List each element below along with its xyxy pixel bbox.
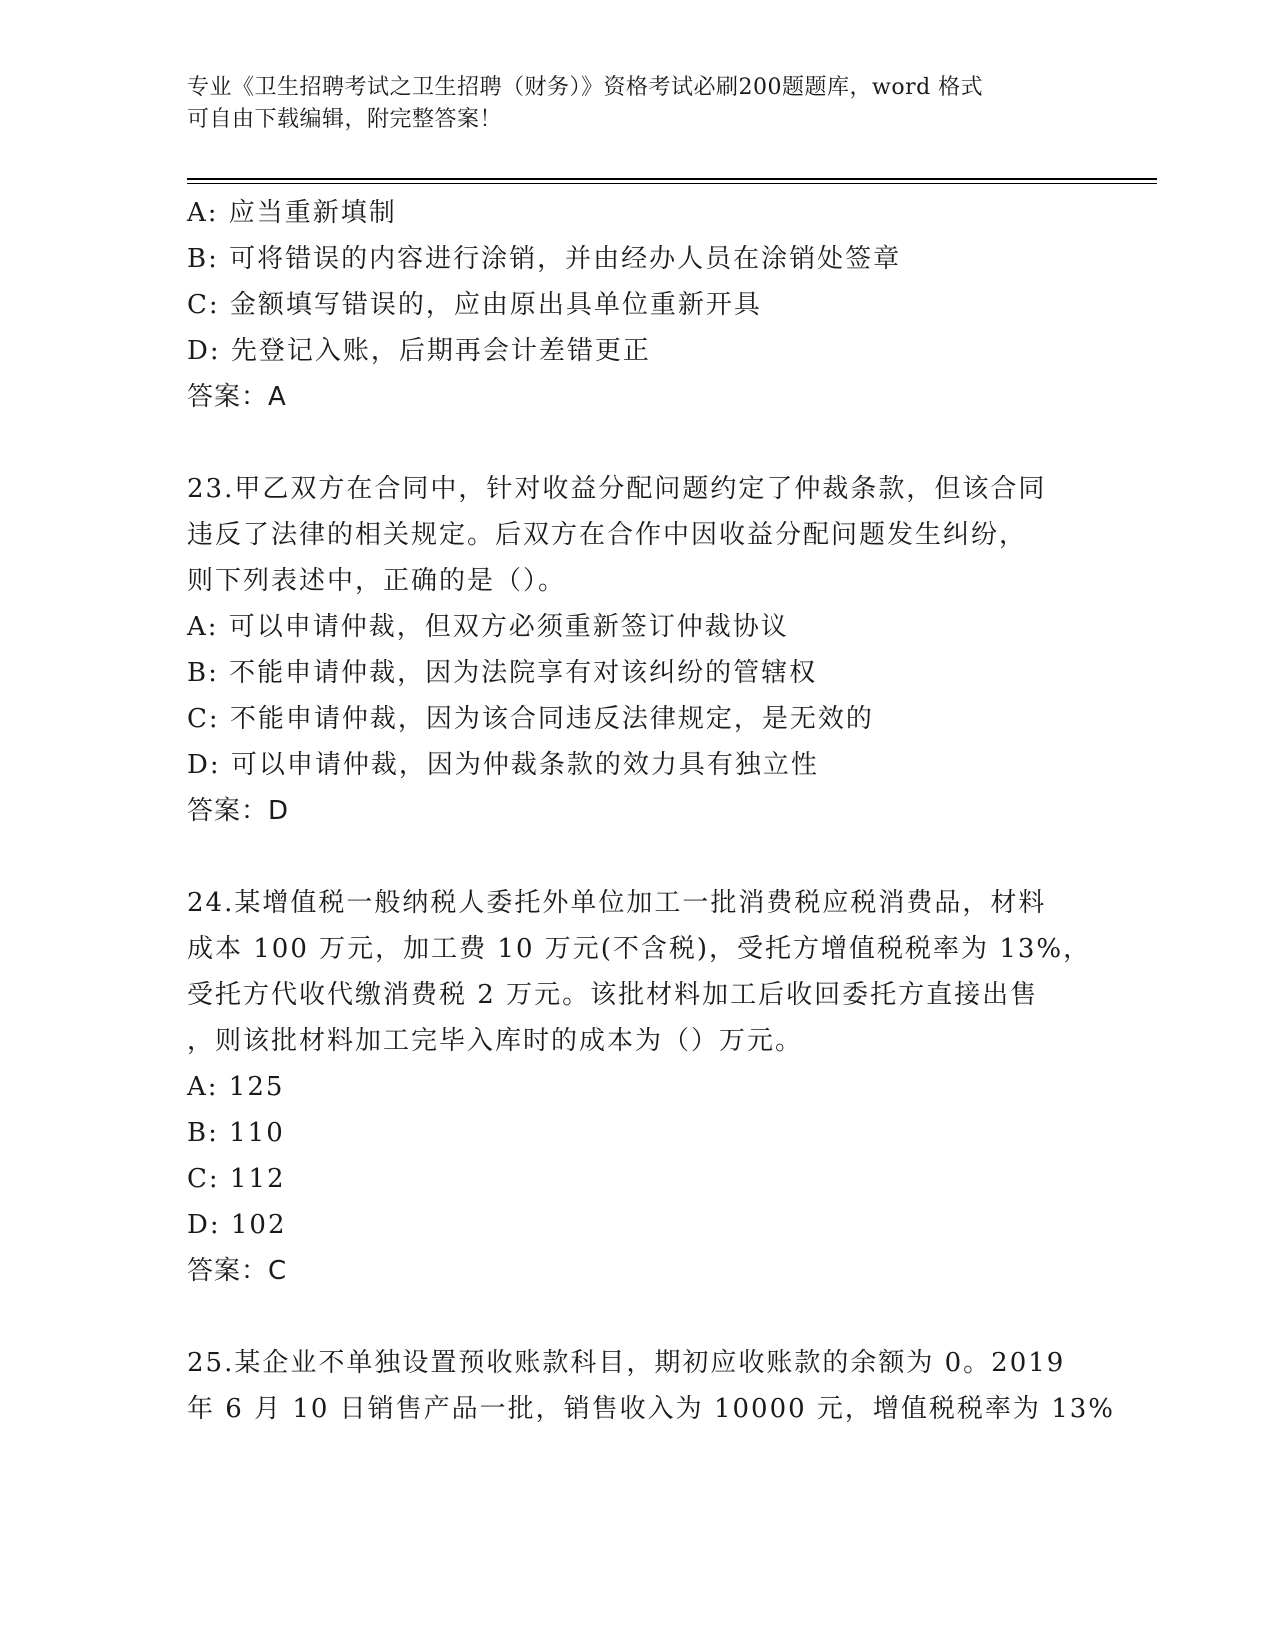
option-a: A: 125 <box>187 1072 285 1102</box>
question-list <box>187 190 1115 1432</box>
option-d: D: 先登记入账，后期再会计差错更正 <box>187 336 651 366</box>
question-stem-line: 成本 100 万元，加工费 10 万元(不含税)，受托方增值税税率为 13%， <box>187 934 1092 964</box>
question-22 <box>187 190 1087 420</box>
option-a: A: 可以申请仲裁，但双方必须重新签订仲裁协议 <box>187 612 789 642</box>
question-stem-line: 23.甲乙双方在合同中，针对收益分配问题约定了仲裁条款，但该合同 <box>187 474 1047 504</box>
header-divider-thin <box>187 183 1157 184</box>
answer-label: 答案：A <box>187 382 287 412</box>
option-d: D: 102 <box>187 1210 287 1240</box>
question-stem-line: 受托方代收代缴消费税 2 万元。该批材料加工后收回委托方直接出售 <box>187 980 1039 1010</box>
question-stem-line: 25.某企业不单独设置预收账款科目，期初应收账款的余额为 0。2019 <box>187 1348 1066 1378</box>
header-title-line-2: 可自由下载编辑，附完整答案！ <box>187 107 503 132</box>
question-24 <box>187 880 1092 1294</box>
answer-label: 答案：C <box>187 1256 288 1286</box>
option-b: B: 110 <box>187 1118 285 1148</box>
question-25 <box>187 1340 1115 1432</box>
option-a: A: 应当重新填制 <box>187 198 397 228</box>
question-stem-line: 违反了法律的相关规定。后双方在合作中因收益分配问题发生纠纷， <box>187 520 1028 550</box>
option-c: C: 112 <box>187 1164 286 1194</box>
question-stem-line: 则下列表述中，正确的是（）。 <box>187 566 567 596</box>
question-23 <box>187 466 1087 834</box>
answer-label: 答案：D <box>187 796 290 826</box>
option-d: D: 可以申请仲裁，因为仲裁条款的效力具有独立性 <box>187 750 819 780</box>
option-b: B: 不能申请仲裁，因为法院享有对该纠纷的管辖权 <box>187 658 818 688</box>
header-divider-thick <box>187 178 1157 180</box>
option-c: C: 不能申请仲裁，因为该合同违反法律规定，是无效的 <box>187 704 874 734</box>
document-header <box>187 72 1067 136</box>
header-title-line-1: 专业《卫生招聘考试之卫生招聘（财务）》资格考试必刷200题题库，word 格式 <box>187 75 984 100</box>
option-b: B: 可将错误的内容进行涂销，并由经办人员在涂销处签章 <box>187 244 902 274</box>
question-stem-line: ，则该批材料加工完毕入库时的成本为（）万元。 <box>187 1026 804 1056</box>
option-c: C: 金额填写错误的，应由原出具单位重新开具 <box>187 290 762 320</box>
question-stem-line: 年 6 月 10 日销售产品一批，销售收入为 10000 元，增值税税率为 13% <box>187 1394 1115 1424</box>
question-stem-line: 24.某增值税一般纳税人委托外单位加工一批消费税应税消费品，材料 <box>187 888 1047 918</box>
